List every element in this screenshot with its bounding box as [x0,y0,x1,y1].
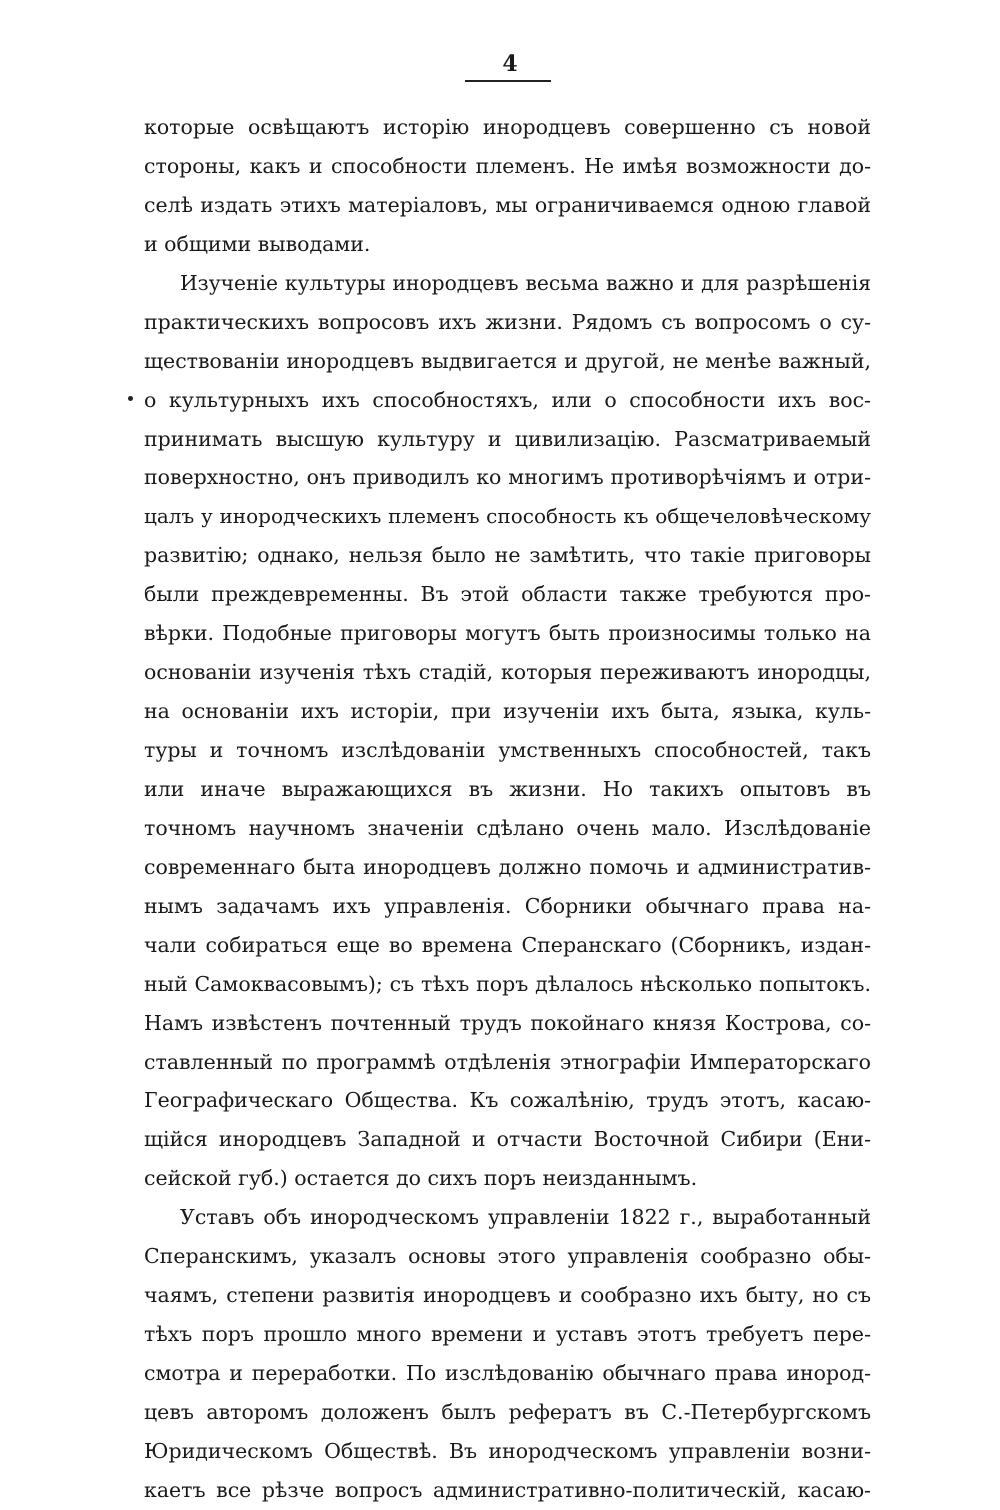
text-line: чали собираться еще во времена Сперанскаго (Сборникъ, издан- [144,932,871,957]
text-line: ставленный по программѣ отдѣленія этнографіи Императорскаго [144,1049,871,1074]
text-line: современнаго быта инородцевъ должно помочь и административ- [144,854,871,879]
text-line: ществованіи инородцевъ выдвигается и другой, не менѣе важный, [144,348,871,373]
text-line: поверхностно, онъ приводилъ ко многимъ противорѣчіямъ и отри- [144,465,871,490]
text-line: о культурныхъ ихъ способностяхъ, или о способности ихъ вос- [144,387,871,412]
text-line: сейской губ.) остается до сихъ поръ неизданнымъ. [144,1166,698,1191]
text-line: которые освѣщаютъ исторію инородцевъ совершенно съ новой [144,115,871,139]
text-line: были преждевременны. Въ этой области также требуются про- [144,582,871,607]
text-line: вѣрки. Подобные приговоры могутъ быть произносимы только на [144,621,871,646]
text-line: нымъ задачамъ ихъ управленія. Сборники обычнаго права на- [144,893,871,918]
text-line: Изученіе культуры инородцевъ весьма важно и для разрѣшенія [180,270,871,295]
text-line: Сперанскимъ, указалъ основы этого управленія сообразно обы- [144,1244,871,1269]
page-number-rule [465,80,551,82]
text-line: тѣхъ поръ прошло много времени и уставъ этотъ требуетъ пере- [144,1322,871,1347]
page-number: 4 [502,51,518,77]
margin-mark [128,396,133,401]
text-line: Юридическомъ Обществѣ. Въ инородческомъ управленіи возни- [144,1438,871,1463]
text-line: Намъ извѣстенъ почтенный трудъ покойнаго князя Кострова, со- [144,1010,871,1035]
text-line: Географическаго Общества. Къ сожалѣнію, трудъ этотъ, касаю- [144,1088,871,1113]
text-line: цевъ авторомъ доложенъ былъ рефератъ въ С.-Петербургскомъ [144,1399,871,1424]
text-line: смотра и переработки. По изслѣдованію обычнаго права инород- [144,1361,871,1385]
text-line: селѣ издать этихъ матеріаловъ, мы ограничиваемся одною главой [144,192,871,217]
text-line: чаямъ, степени развитія инородцевъ и сообразно ихъ быту, но съ [144,1283,871,1308]
text-line: развитію; однако, нельзя было не замѣтить, что такіе приговоры [144,543,871,568]
text-line: точномъ научномъ значеніи сдѣлано очень мало. Изслѣдованіе [144,815,871,840]
text-line: цалъ у инородческихъ племенъ способность къ общечеловѣческому [144,504,871,529]
body-text [144,108,871,1510]
text-line: практическихъ вопросовъ ихъ жизни. Рядомъ съ вопросомъ о су- [144,309,871,334]
text-line: на основаніи ихъ исторіи, при изученіи ихъ быта, языка, куль- [144,699,871,724]
text-line: ный Самоквасовымъ); съ тѣхъ поръ дѣлалось нѣсколько попытокъ. [144,971,871,996]
text-line: туры и точномъ изслѣдованіи умственныхъ способностей, такъ [144,738,871,762]
text-line: Уставъ объ инородческомъ управленіи 1822 г., выработанный [180,1205,871,1230]
text-line: принимать высшую культуру и цивилизацію. Разсматриваемый [144,426,871,451]
text-line: или иначе выражающихся въ жизни. Но такихъ опытовъ въ [144,776,871,801]
text-line: основаніи изученія тѣхъ стадій, которыя переживаютъ инородцы, [144,660,871,685]
text-line: щійся инородцевъ Западной и отчасти Восточной Сибири (Ени- [144,1127,871,1152]
text-line: каетъ все рѣзче вопросъ административно-политическій, касаю- [144,1477,871,1502]
text-line: стороны, какъ и способности племенъ. Не имѣя возможности до- [144,153,871,178]
text-line: и общими выводами. [144,231,371,256]
